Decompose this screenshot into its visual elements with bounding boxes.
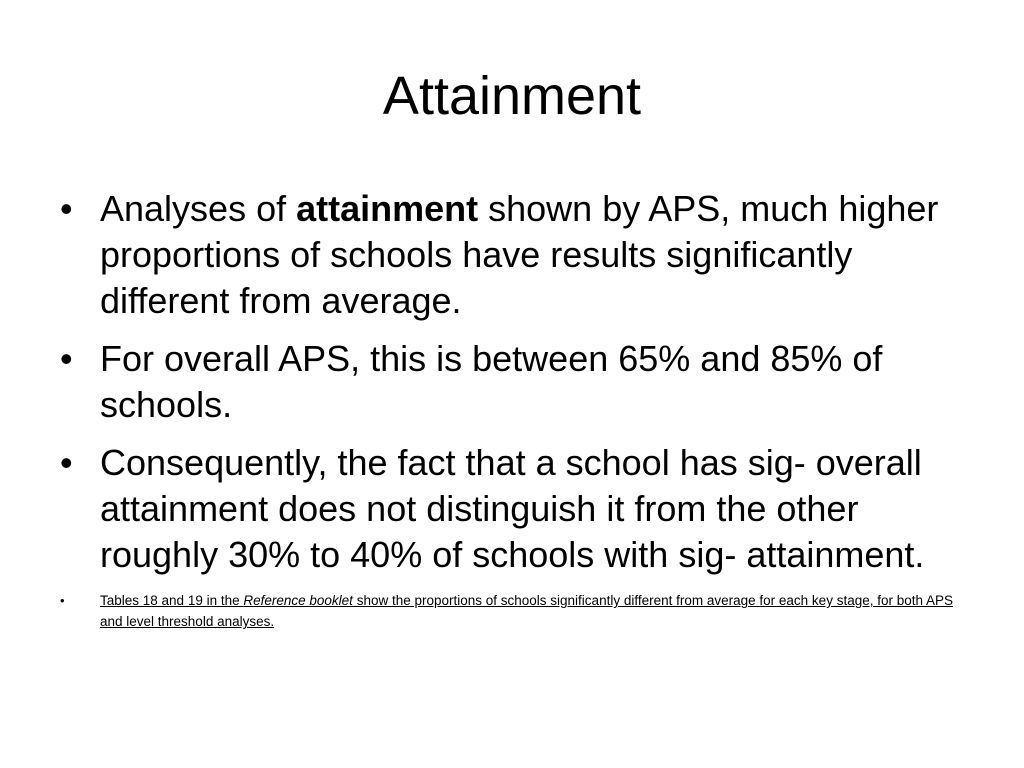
bullet-marker: • — [60, 442, 73, 483]
note-text-end: show the proportions of schools significantly different from average for each key stage, for both APS and level threshold analyses. — [100, 593, 954, 629]
bullet-text-end: shown by APS, much higher proportions of schools have results significantly different from average. — [100, 188, 939, 321]
slide-body — [58, 186, 968, 632]
slide-title: Attainment — [382, 66, 642, 126]
bullet-item — [58, 440, 968, 578]
note-text — [100, 593, 953, 629]
bullet-text: Consequently, the fact that a school has sig- overall attainment does not distinguish it from the other roughly 30% to 40% of schools with sig- attainment. — [100, 442, 925, 575]
bullet-text-start: Analyses of — [100, 188, 297, 229]
bullet-marker: • — [60, 338, 73, 379]
bullet-text: For overall APS, this is between 65% and 85% of schools. — [100, 338, 883, 425]
bullet-marker: • — [60, 188, 73, 229]
bullet-emphasis: attainment — [296, 188, 479, 229]
reference-note — [58, 590, 968, 632]
bullet-item — [58, 186, 968, 324]
note-booklet-title: Reference booklet — [243, 593, 353, 608]
note-text-start: Tables 18 and 19 in the — [100, 593, 244, 608]
note-bullet-marker: • — [60, 593, 65, 608]
bullet-item — [58, 336, 968, 428]
